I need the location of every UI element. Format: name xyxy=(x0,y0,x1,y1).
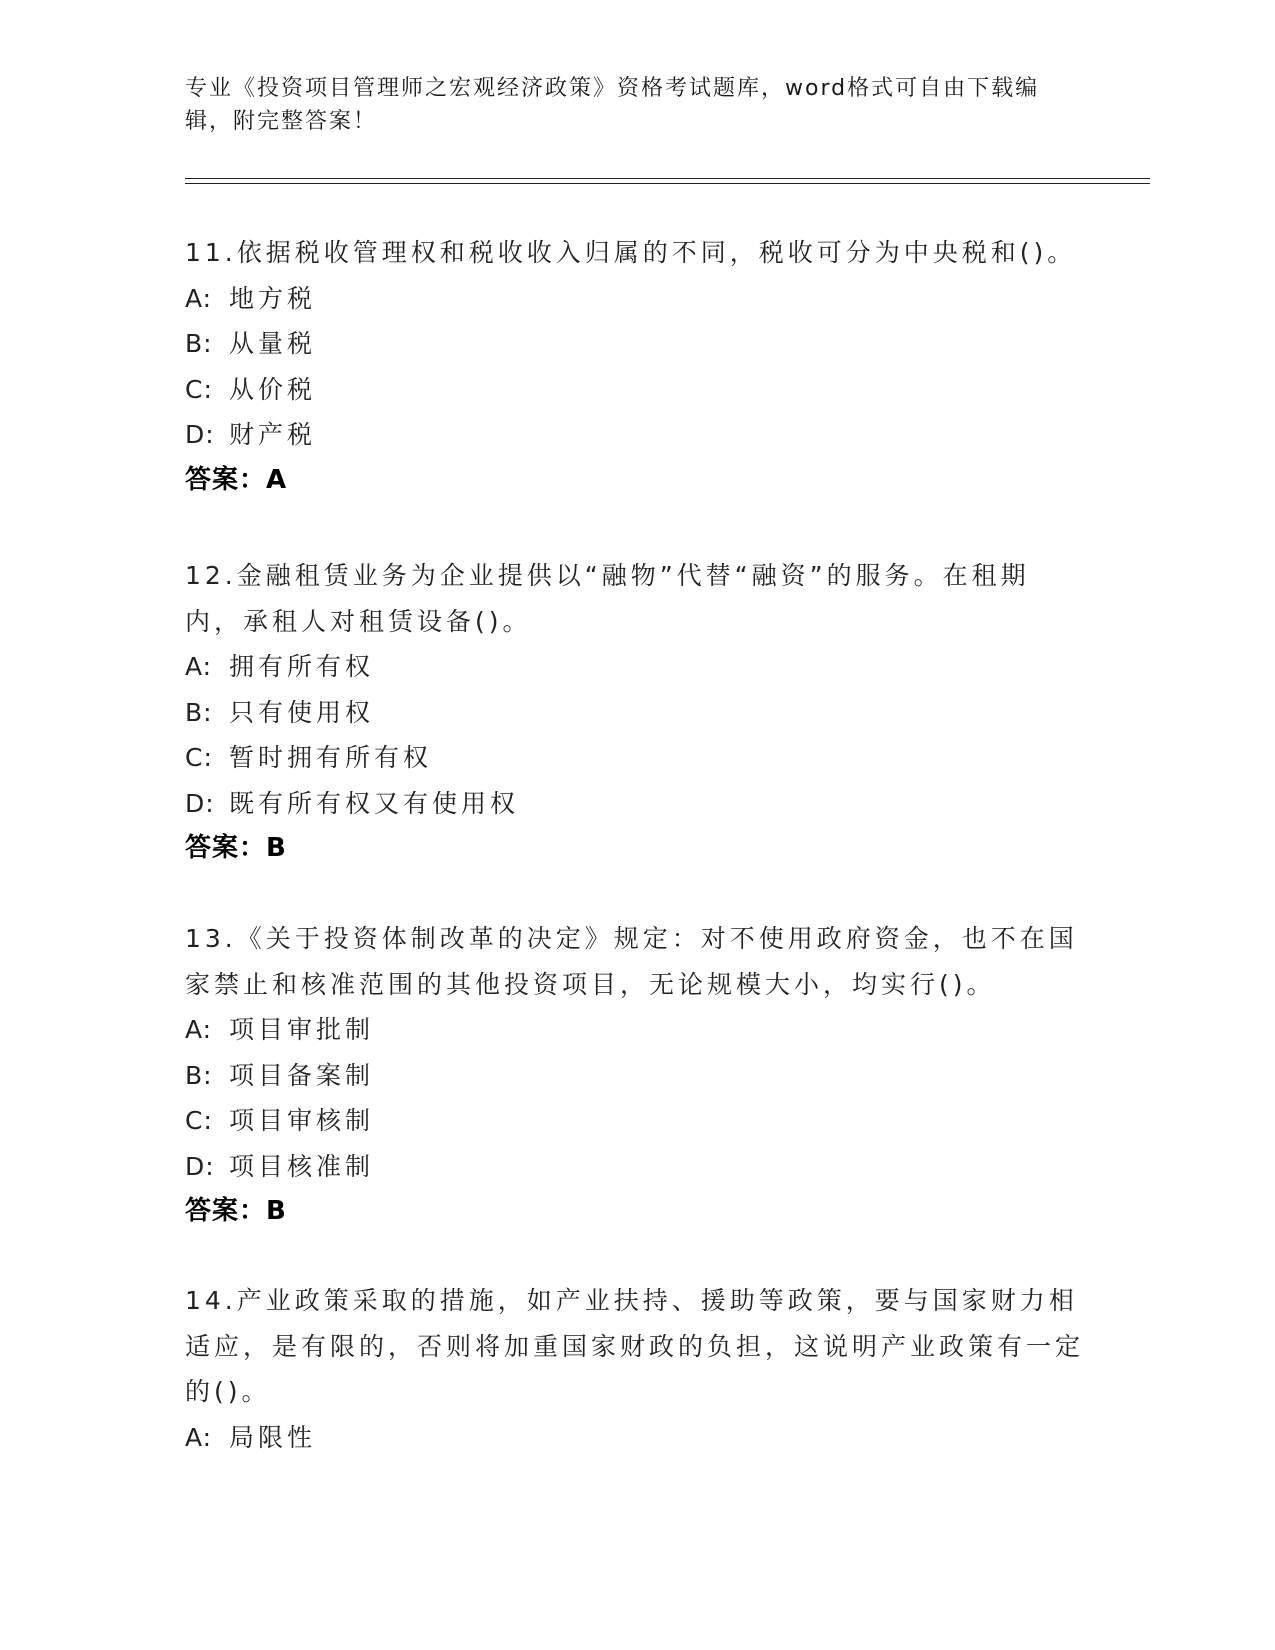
document-header: 专业《投资项目管理师之宏观经济政策》资格考试题库，word格式可自由下载编辑，附完整答案！ xyxy=(185,76,1040,134)
answer-label: 答案： xyxy=(185,1196,267,1226)
option-a xyxy=(185,276,1085,322)
answer-line xyxy=(185,458,1085,504)
option-c xyxy=(185,735,1085,781)
option-d xyxy=(185,781,1085,827)
option-text: 项目审核制 xyxy=(229,1106,375,1135)
option-letter: C: xyxy=(185,743,213,772)
question-stem: 11.依据税收管理权和税收收入归属的不同，税收可分为中央税和()。 xyxy=(185,238,1077,267)
option-d xyxy=(185,412,1085,458)
answer-label: 答案： xyxy=(185,833,267,863)
option-letter: B: xyxy=(185,697,213,727)
answer-line xyxy=(185,1189,1085,1235)
option-text: 项目备案制 xyxy=(229,1060,375,1090)
option-letter: A: xyxy=(185,283,213,313)
question-13 xyxy=(185,916,1085,1235)
option-letter: D: xyxy=(185,420,215,449)
answer-line xyxy=(185,826,1085,872)
option-b xyxy=(185,321,1085,367)
option-letter: B: xyxy=(185,329,213,358)
question-stem: 13.《关于投资体制改革的决定》规定：对不使用政府资金，也不在国家禁止和核准范围的其他投资项目，无论规模大小，均实行()。 xyxy=(185,924,1078,999)
option-text: 财产税 xyxy=(229,420,317,449)
answer-value: B xyxy=(266,833,287,863)
option-text: 既有所有权又有使用权 xyxy=(229,788,520,818)
option-a xyxy=(185,1007,1085,1053)
option-text: 暂时拥有所有权 xyxy=(229,743,433,772)
option-text: 拥有所有权 xyxy=(229,652,375,681)
option-letter: C: xyxy=(185,1106,213,1135)
answer-value: A xyxy=(266,464,288,495)
option-letter: A: xyxy=(185,652,213,681)
question-11 xyxy=(185,230,1085,503)
header-divider-bottom xyxy=(185,183,1150,184)
option-text: 项目核准制 xyxy=(229,1151,375,1181)
option-text: 只有使用权 xyxy=(229,697,375,727)
question-stem: 14.产业政策采取的措施，如产业扶持、援助等政策，要与国家财力相适应，是有限的，否则将加重国家财政的负担，这说明产业政策有一定的()。 xyxy=(185,1286,1085,1406)
option-letter: D: xyxy=(185,1151,215,1181)
option-letter: B: xyxy=(185,1060,213,1090)
question-stem: 12.金融租赁业务为企业提供以“融物”代替“融资”的服务。在租期内，承租人对租赁设备()。 xyxy=(185,561,1030,636)
option-a xyxy=(185,644,1085,690)
option-a xyxy=(185,1415,1085,1461)
option-text: 从价税 xyxy=(229,374,317,404)
option-text: 地方税 xyxy=(229,283,317,313)
question-14 xyxy=(185,1278,1085,1460)
option-c xyxy=(185,1098,1085,1144)
option-letter: C: xyxy=(185,374,213,404)
option-text: 从量税 xyxy=(229,329,317,358)
answer-value: B xyxy=(266,1196,287,1226)
option-b xyxy=(185,1053,1085,1099)
option-letter: A: xyxy=(185,1422,213,1452)
option-text: 项目审批制 xyxy=(229,1015,375,1044)
question-12 xyxy=(185,553,1085,872)
answer-label: 答案： xyxy=(185,464,267,495)
option-text: 局限性 xyxy=(229,1422,317,1452)
option-letter: A: xyxy=(185,1015,213,1044)
option-c xyxy=(185,367,1085,413)
header-divider-top xyxy=(185,178,1150,179)
option-d xyxy=(185,1144,1085,1190)
option-letter: D: xyxy=(185,788,215,818)
option-b xyxy=(185,690,1085,736)
